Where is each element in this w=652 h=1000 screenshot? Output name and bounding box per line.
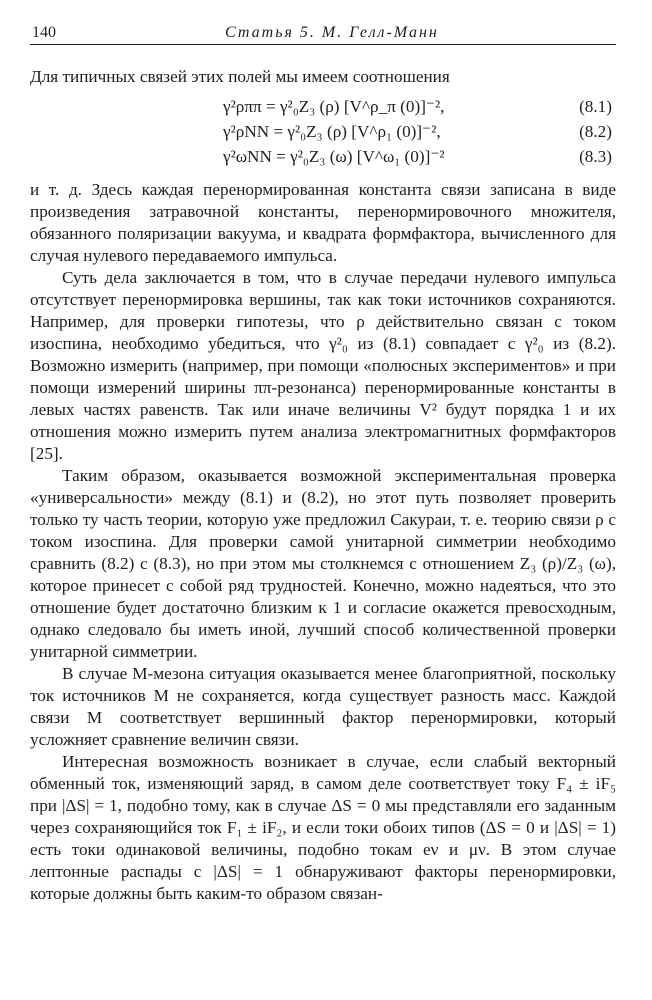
equation-number: (8.1) [579,97,612,116]
equation-8-2 [30,121,616,146]
paragraph-m-meson: В случае M-мезона ситуация оказывается менее благоприятной, поскольку ток источников M не сохраняется, когда существует разность масс. Каждой связи M соответствует вершинный фактор перенормировки, который усложняет сравнение величин связи. [30,664,616,749]
paragraph-universality-test: Таким образом, оказывается возможной экспериментальная проверка «универсальности» между (8.1) и (8.2), но этот путь позволяет проверить только ту часть теории, которую уже предложил Сакураи, т. е. теорию связи ρ с током изоспина. Для проверки самой унитарной симметрии необходимо сравнить (8.2) с (8.3), но при этом мы столкнемся с отношением Z₃ (ρ)/Z₃ (ω), которое принесет с собой ряд трудностей. Конечно, можно надеяться, что это отношение будет достаточно близким к 1 и согласие окажется превосходным, однако следовало бы иметь иной, лучший способ количественной проверки унитарной симметрии. [30,466,616,661]
page-body [30,66,616,905]
paragraph-continuation: и т. д. Здесь каждая перенормированная константа связи записана в виде произведения затравочной константы, перенормировочного множителя, обязанного поляризации вакуума, и квадрата формфактора, вычисленного для случая нулевого передаваемого импульса. [30,180,616,265]
paragraph-weak-current: Интересная возможность возникает в случае, если слабый векторный обменный ток, изменяющий заряд, в самом деле соответствует току F₄ ± iF₅ при |ΔS| = 1, подобно тому, как в случае ΔS = 0 мы представляли его заданным через сохраняющийся ток F₁ ± iF₂, и если токи обоих типов (ΔS = 0 и |ΔS| = 1) есть токи одинаковой величины, подобно токам eν и μν. В этом случае лептонные распады с |ΔS| = 1 обнаруживают факторы перенормировки, которые должны быть каким-то образом связан- [30,752,616,903]
equation-8-1 [30,96,616,121]
equations-block [30,96,616,171]
equation-number: (8.3) [579,147,612,166]
running-title: Статья 5. М. Гелл-Манн [225,24,439,41]
page-number: 140 [32,24,56,41]
equation-number: (8.2) [579,122,612,141]
paragraph-vertex-renormalization: Суть дела заключается в том, что в случае передачи нулевого импульса отсутствует перенормировка вершины, так как токи источников сохраняются. Например, для проверки гипотезы, что ρ действительно связан с током изоспина, необходимо убедиться, что γ²₀ из (8.1) совпадает с γ²₀ из (8.2). Возможно измерить (например, при помощи «полюсных экспериментов» и при помощи измерений ширины ππ-резонанса) перенормированные константы в левых частях равенств. Так или иначе величины V² будут порядка 1 и их отношения можно измерить путем анализа электромагнитных формфакторов [25]. [30,268,616,463]
intro-line: Для типичных связей этих полей мы имеем соотношения [30,67,450,86]
page-header [30,22,616,45]
equation-8-3 [30,146,616,171]
equation-formula: γ²ρππ = γ²₀Z₃ (ρ) [V^ρ_π (0)]⁻², [223,97,445,116]
equation-formula: γ²ρNN = γ²₀Z₃ (ρ) [V^ρ₁ (0)]⁻², [223,122,441,141]
equation-formula: γ²ωNN = γ²₀Z₃ (ω) [V^ω₁ (0)]⁻² [223,147,445,166]
